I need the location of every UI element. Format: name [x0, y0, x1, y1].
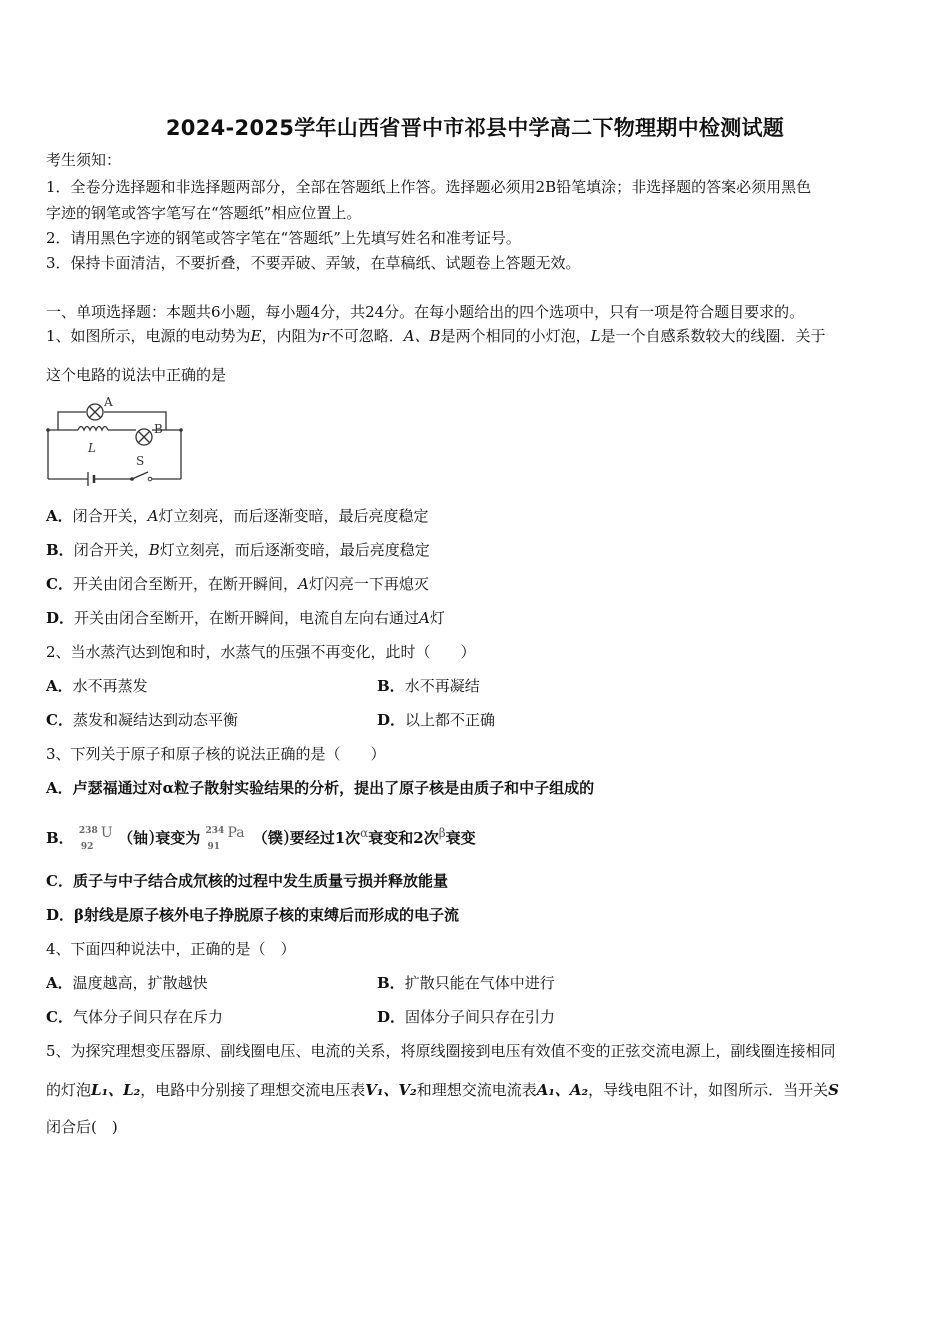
question-2-option-b: B．水不再凝结 [377, 677, 480, 695]
notice-item-1-cont: 字迹的钢笔或答字笔写在“答题纸”相应位置上。 [46, 204, 362, 222]
question-1-option-c: C．开关由闭合至断开，在断开瞬间，A灯闪亮一下再熄灭 [46, 575, 429, 593]
question-1-option-a: A．闭合开关，A灯立刻亮，而后逐渐变暗，最后亮度稳定 [46, 507, 429, 525]
notice-heading: 考生须知： [46, 151, 122, 169]
circuit-diagram [40, 392, 190, 487]
protactinium-nuclide: 234 91 Pa [205, 825, 245, 852]
uranium-nuclide: 238 92 U [78, 825, 113, 852]
question-5-stem-line2: 的灯泡L₁、L₂，电路中分别接了理想交流电压表V₁、V₂和理想交流电流表A₁、A₂，导线电阻不计，如图所示．当开关S [46, 1081, 839, 1099]
question-2-option-c: C．蒸发和凝结达到动态平衡 [46, 711, 238, 729]
question-4-option-b: B．扩散只能在气体中进行 [377, 974, 555, 992]
label-switch: S [136, 454, 145, 468]
notice-item-1: 1．全卷分选择题和非选择题两部分，全部在答题纸上作答。选择题必须用2B铅笔填涂；非选择题的答案必须用黑色 [46, 178, 812, 196]
label-lamp-b: B [154, 422, 163, 436]
question-1-option-b: B．闭合开关，B灯立刻亮，而后逐渐变暗，最后亮度稳定 [46, 541, 430, 559]
label-lamp-a: A [104, 395, 113, 409]
switch-contact [148, 477, 152, 481]
question-4-option-c: C．气体分子间只存在斥力 [46, 1008, 223, 1026]
notice-item-2: 2．请用黑色字迹的钢笔或答字笔在“答题纸”上先填写姓名和准考证号。 [46, 229, 521, 247]
question-1-stem: 1、如图所示，电源的电动势为E，内阻为r不可忽略．A、B是两个相同的小灯泡，L是一个自感系数较大的线圈．关于 [46, 327, 826, 345]
question-2-option-a: A．水不再蒸发 [46, 677, 148, 695]
label-coil: L [88, 441, 96, 455]
circuit-node [46, 428, 50, 432]
question-4-stem: 4、下面四种说法中，正确的是（ ） [46, 940, 296, 958]
circuit-node [179, 428, 183, 432]
question-1-option-d: D．开关由闭合至断开，在断开瞬间，电流自左向右通过A灯 [46, 609, 445, 627]
question-1-stem-line2: 这个电路的说法中正确的是 [46, 366, 227, 384]
question-4-option-a: A．温度越高，扩散越快 [46, 974, 208, 992]
section-heading: 一、单项选择题：本题共6小题，每小题4分，共24分。在每小题给出的四个选项中，只有一项是符合题目要求的。 [46, 303, 805, 321]
question-3-option-a: A．卢瑟福通过对α粒子散射实验结果的分析，提出了原子核是由质子和中子组成的 [46, 779, 595, 797]
switch-pivot [130, 477, 134, 481]
question-3-option-d: D．β射线是原子核外电子挣脱原子核的束缚后而形成的电子流 [46, 906, 459, 924]
question-2-option-d: D．以上都不正确 [377, 711, 496, 729]
question-4-option-d: D．固体分子间只存在引力 [377, 1008, 556, 1026]
question-5-stem-line3: 闭合后( ) [46, 1118, 118, 1136]
question-5-stem: 5、为探究理想变压器原、副线圈电压、电流的关系，将原线圈接到电压有效值不变的正弦交流电源上，副线圈连接相同 [46, 1042, 836, 1060]
notice-item-3: 3．保持卡面清洁，不要折叠，不要弄破、弄皱，在草稿纸、试题卷上答题无效。 [46, 254, 581, 272]
question-3-stem: 3、下列关于原子和原子核的说法正确的是（ ） [46, 745, 386, 763]
question-2-stem: 2、当水蒸汽达到饱和时，水蒸气的压强不再变化，此时（ ） [46, 643, 476, 661]
question-3-option-c: C．质子与中子结合成氘核的过程中发生质量亏损并释放能量 [46, 872, 448, 890]
page-title: 2024-2025学年山西省晋中市祁县中学高二下物理期中检测试题 [165, 116, 785, 140]
question-3-option-b: B． 238 92 U （铀)衰变为 234 91 Pa （镤)要经过1次$^\alpha$衰变和2次$^\beta$衰变 [46, 825, 476, 852]
